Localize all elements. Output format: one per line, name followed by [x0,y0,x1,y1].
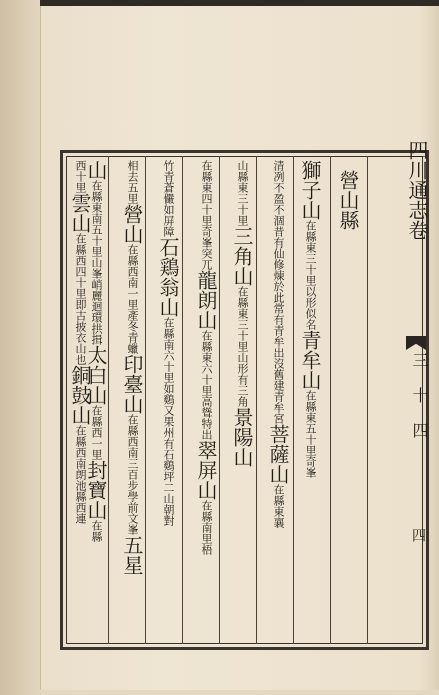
place-name: 菩薩山 [266,424,290,484]
place-name: 封寶山 [84,460,108,520]
place-name: 翠屏山 [194,440,218,500]
annotation: 在縣東南五十里山峯峭麗迴環拱揖 [90,180,103,345]
annotation: 在縣西一里 [90,405,103,460]
book-spine [0,0,41,695]
annotation: 在縣東六十里高聳特出 [200,330,213,440]
column-rule [293,156,294,644]
place-name: 石鶏翁山 [156,237,180,317]
page-number: 四 [410,528,426,542]
annotation: 在縣東五十里奇峯 [304,390,317,478]
text-column-1 [300,160,320,478]
place-name: 銅鼓山 [68,365,92,425]
county-heading: 營山縣 [336,170,360,230]
annotation: 在縣西南一里產冬青蠟 [126,244,139,354]
place-name: 龍朗山 [194,270,218,330]
text-column-6 [122,160,142,575]
annotation: 山縣東三十里 [236,160,249,226]
annotation: 相去五里 [126,160,139,204]
place-name: 印臺山 [120,354,144,414]
annotation: 在縣南里梧 [200,500,213,555]
annotation: 在縣東三十里山形有三角 [236,286,249,407]
annotation: 在縣西四十里即古披衣山也 [74,233,87,365]
column-rule [330,156,331,644]
annotation: 在縣東四十里奇峯突兀 [200,160,213,270]
page-bottom-edge [40,690,439,695]
place-name: 青牟山 [298,330,322,390]
place-name: 景陽山 [230,407,254,467]
annotation: 清冽不盈不涸昔有仙修煉於此常有青牟出沒舊建青牟宮 [272,160,285,424]
annotation: 在縣東三十里以形似名 [304,220,317,330]
place-name: 營山 [120,204,144,244]
column-rule [108,156,109,644]
banner-title: 四川通志卷 [405,140,429,240]
annotation: 竹青蒼儼如屏障 [162,160,175,237]
text-column-4 [196,160,216,555]
column-rule [145,156,146,644]
text-column-3 [232,160,252,467]
volume-label [405,352,427,472]
column-rule [182,156,183,644]
place-name: 山 [84,160,108,180]
annotation: 在縣西南三百步學前文峯 [126,414,139,535]
text-column-5 [158,160,178,526]
place-name: 三角山 [230,226,254,286]
annotation: 在縣南六十里如鷄又果州有石鷄坪二山朝對 [162,317,175,526]
text-column-2 [268,160,288,528]
column-rule [219,156,220,644]
annotation: 在縣 [90,520,103,542]
place-name: 五星 [120,535,144,575]
place-name: 雲山 [68,193,92,233]
place-name: 太白山 [84,345,108,405]
annotation: 在縣東襄 [272,484,285,528]
column-rule [256,156,257,644]
page-top-edge [40,0,439,6]
annotation: 西十里 [74,160,87,193]
volume-number: 三 十 四 [410,352,429,438]
column-rule [367,156,368,644]
text-column-8 [70,160,90,524]
annotation: 在縣西南朗池縣西連 [74,425,87,524]
place-name: 獅子山 [298,160,322,220]
